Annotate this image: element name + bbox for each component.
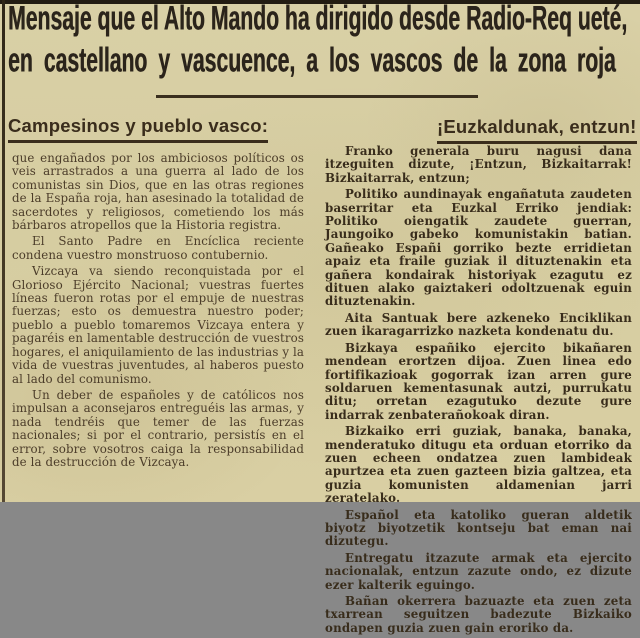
right-paragraph-3: Aita Santuak bere azkeneko Enciklikan zuen ikaragarrizko nazketa kondenatu du. <box>325 310 632 339</box>
right-paragraph-1: Franko generala buru nagusi dana itzeguiten dizute, ¡Entzun, Bizkaitarrak! Bizkaitarrak, entzun; <box>325 144 632 185</box>
left-paragraph-4: Un deber de españoles y de católicos nos impulsan a aconsejaros entreguéis las armas, y nada tendréis que temer de las fuerzas nacionales; si por el contrario, persistís en el error, sobre vosotros caiga la responsabilidad de la destrucción de Vizcaya. <box>12 387 304 469</box>
headline-divider-rule <box>156 95 478 98</box>
left-paragraph-3: Vizcaya va siendo reconquistada por el Glorioso Ejército Nacional; vuestras fuertes líneas fueron rotas por el empuje de nuestras fuerzas; esto os demuestra nuestro poder; pueblo a pueblo tomaremos Vizcaya entera y pagaréis en lamentable destrucción de vuestros hogares, el aniquilamiento de las industrias y la vida de vuestras juventudes, al haberos puesto al lado del comunismo. <box>12 264 304 386</box>
right-paragraph-8: Bañan okerrera bazuazte eta zuen zeta txarrean seguitzen badezute Bizkaiko ondapen guzia zuen gain eroriko da. <box>325 594 632 635</box>
left-column-heading: Campesinos y pueblo vasco: <box>8 115 268 143</box>
right-column-heading: ¡Euzkaldunak, entzun! <box>437 116 637 144</box>
left-column-rule <box>2 0 5 502</box>
headline-line-1: Mensaje que el Alto Mando ha dirigido desde Radio-Req ueté, <box>8 0 628 38</box>
right-paragraph-5: Bizkaiko erri guziak, banaka, banaka, menderatuko ditugu eta orduan etorriko da zuen echeen ondatzea zuen lambideak apurtzea eta zuen gazteen bizia galtzea, eta guzia komunisten aldamenian jarri zeratelako. <box>325 424 632 506</box>
right-paragraph-6: Español eta katoliko gueran aldetik biyotz biyotzetik kontseju bat eman nai dizutegu. <box>325 507 632 549</box>
left-paragraph-2: El Santo Padre en Encíclica reciente condena vuestro monstruoso contubernio. <box>12 234 304 262</box>
right-paragraph-4: Bizkaya españiko ejercito bikañaren mendean erortzen dijoa. Zuen linea edo fortifikazioak gogorrak izan arren gure soldaruen kementasunak autzi, purrukatu ditu; orretan ezagutuko dezute gure indarrak zenbaterañokoak diran. <box>325 340 632 422</box>
right-paragraph-7: Entregatu itzazute armak eta ejercito nacionalak, entzun zazute ondo, ez dizute ezer kalterik eguingo. <box>325 550 632 592</box>
right-column-body <box>325 145 632 638</box>
left-paragraph-1: que engañados por los ambiciosos políticos os veis arrastrados a una guerra al lado de los comunistas sin Dios, que en las otras regiones de la España roja, han asesinado la totalidad de sacerdotes y religiosos, cometiendo los más bárbaros atropellos que la Historia registra. <box>12 151 304 233</box>
headline-line-2: en castellano y vascuence, a los vascos de la zona roja <box>8 42 616 80</box>
left-column-body <box>12 152 304 472</box>
right-paragraph-2: Politiko aundinayak engañatuta zaudeten baserritar eta Euzkal Erriko jendiak: Politiko oiengatik zaudete guerran, Jaungoiko gabeko komunistakin batian. Gañeako Españi gorriko bezte erridietan apaiz eta fraile guziak il dituztenakin eta gañera kondairak historiyak ezagutu ez dituen alako gaiztakeri odoltzuenak eguin dituztenakin. <box>325 187 632 309</box>
